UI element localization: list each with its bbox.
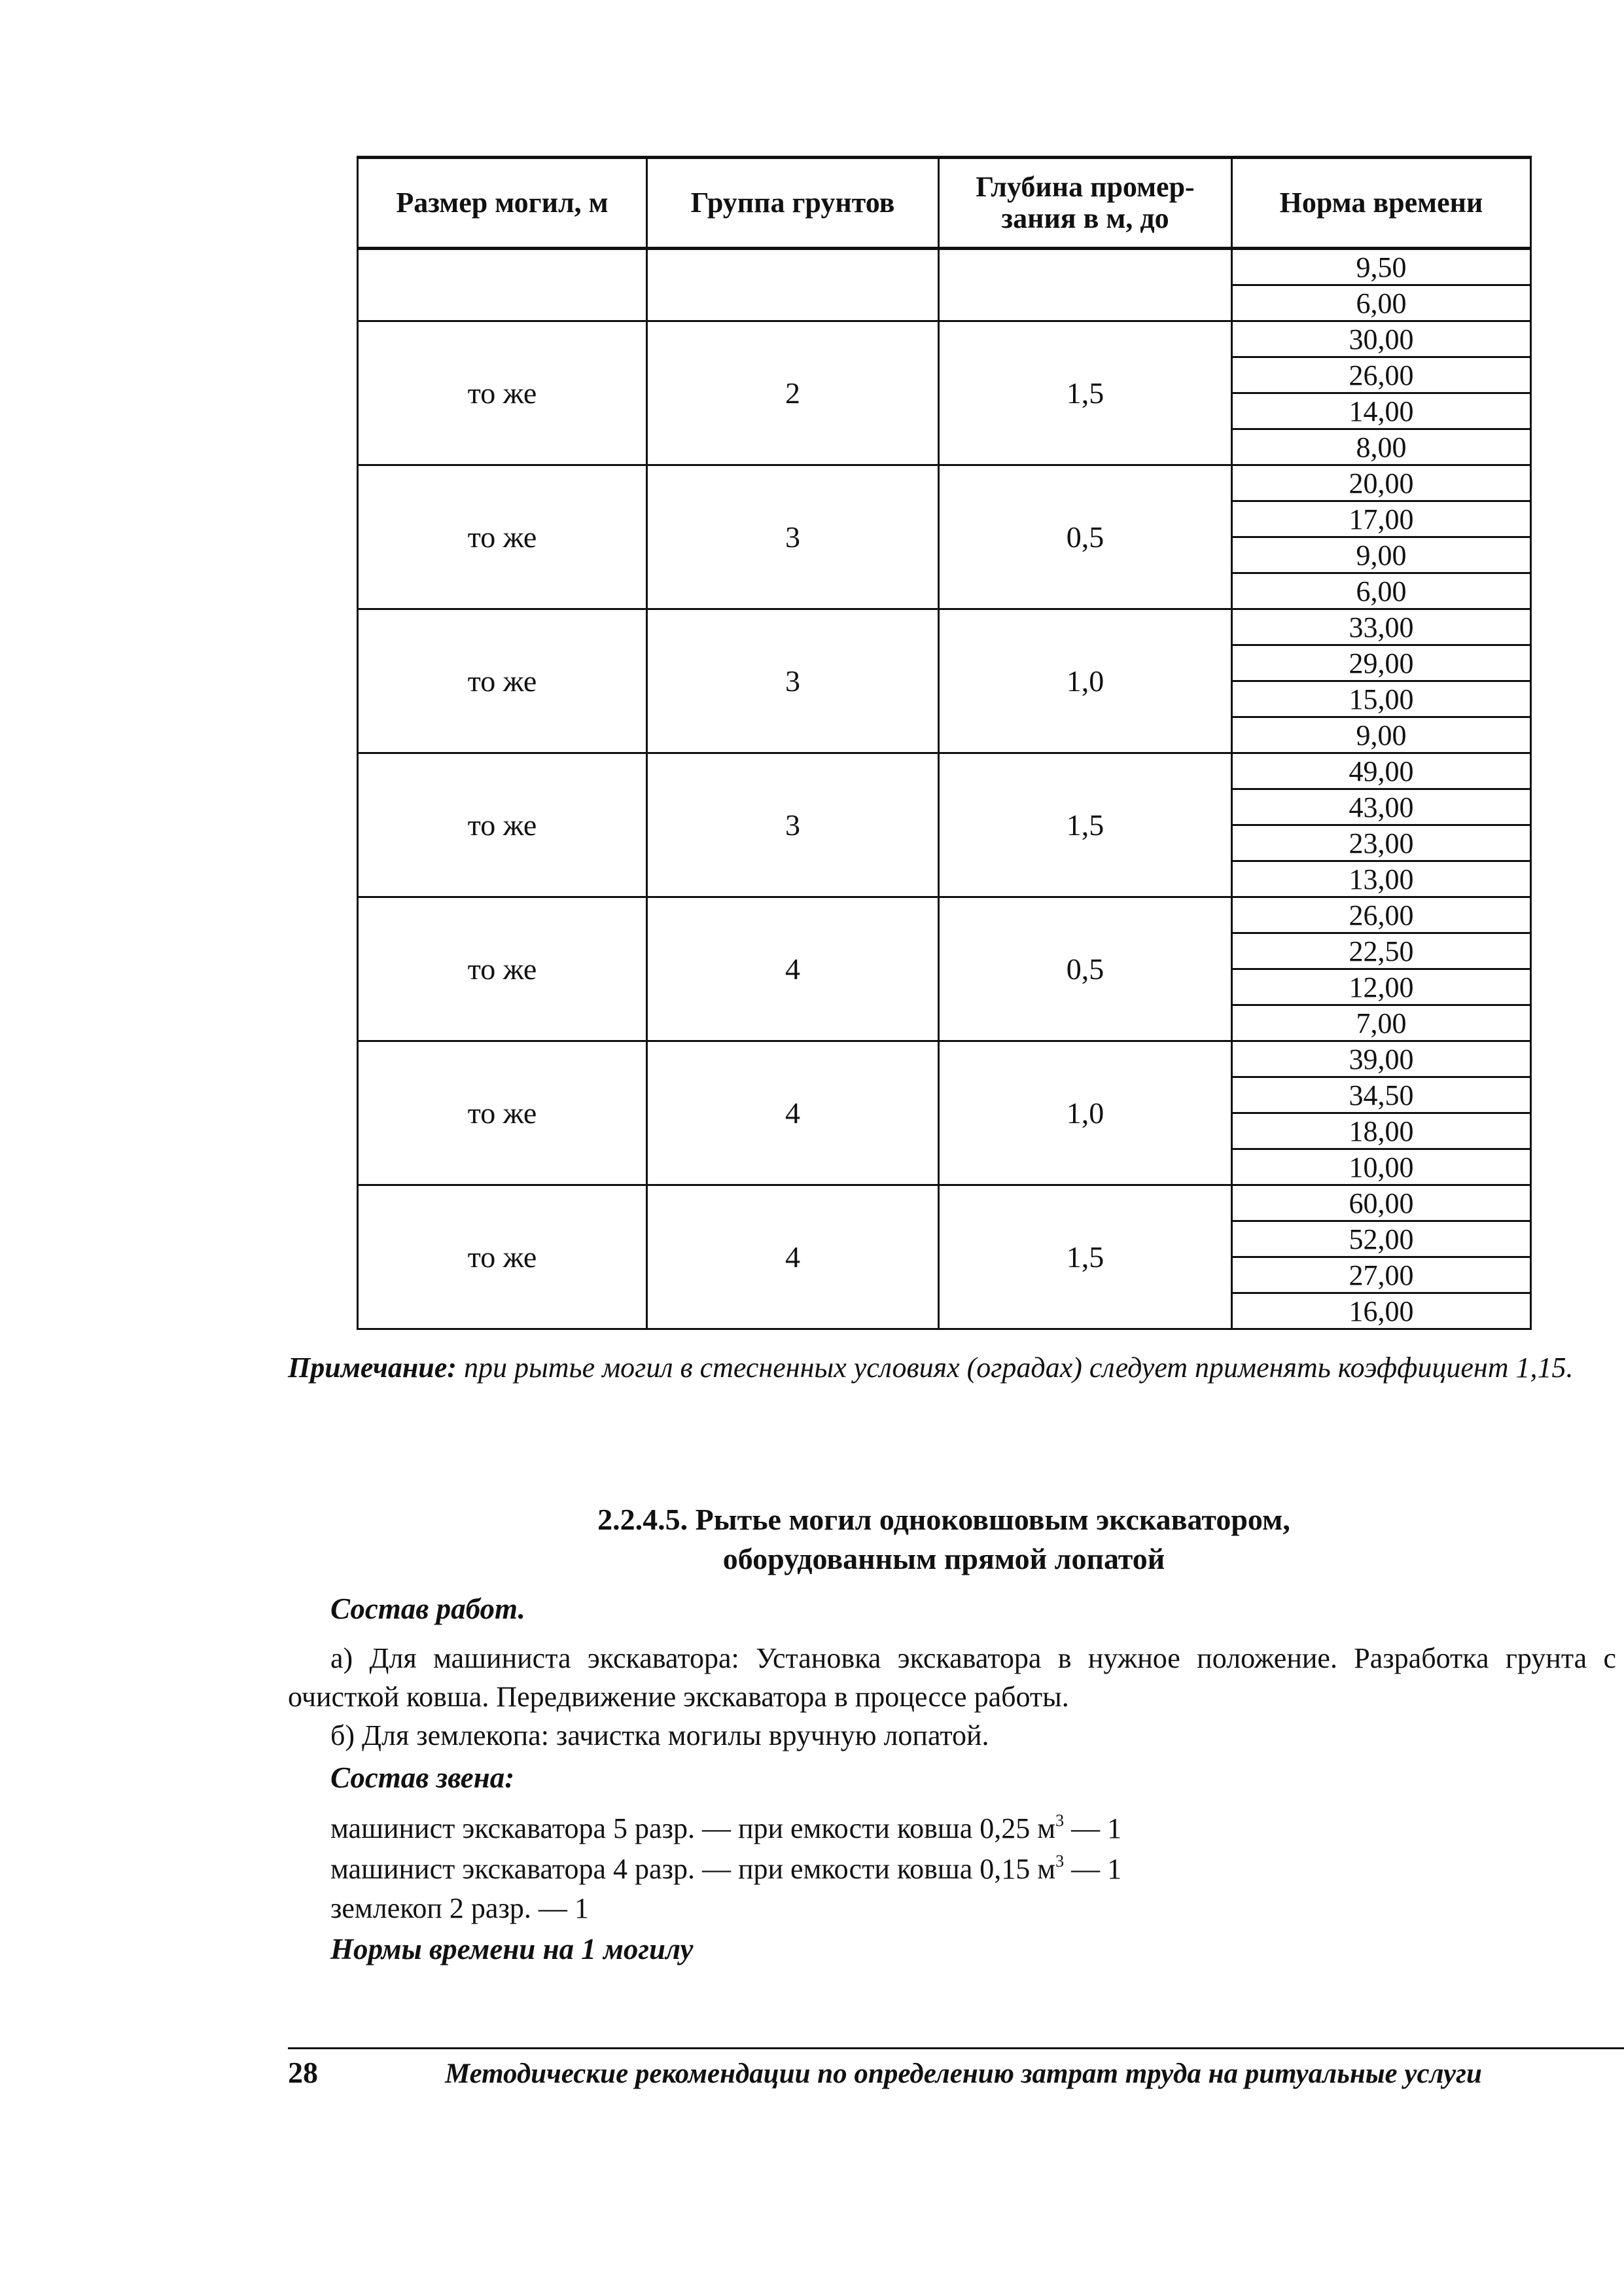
cell-depth-empty (939, 249, 1232, 321)
header-time-norm: Норма времени (1232, 158, 1531, 249)
crew-line-2-count: — 1 (1064, 1853, 1122, 1885)
header-soil-group: Группа грунтов (647, 158, 939, 249)
cell-size: то же (358, 1041, 647, 1185)
norm-value: 13,00 (1232, 861, 1531, 897)
cell-size: то же (358, 1185, 647, 1329)
table-row (358, 1185, 1531, 1221)
cell-depth: 0,5 (939, 897, 1232, 1041)
norm-value: 29,00 (1232, 645, 1531, 681)
cell-depth: 1,0 (939, 609, 1232, 753)
crew-line-1-sup: 3 (1055, 1811, 1065, 1830)
table-row (358, 1041, 1531, 1077)
page-number: 28 (288, 2056, 318, 2089)
norm-value: 34,50 (1232, 1077, 1531, 1113)
crew-line-1-count: — 1 (1064, 1812, 1122, 1844)
section-title-line-2: оборудованным прямой лопатой (722, 1541, 1165, 1575)
footer-divider (288, 2047, 1624, 2049)
norm-value: 27,00 (1232, 1257, 1531, 1293)
work-item-b: б) Для землекопа: зачистка могилы вручную лопатой. (330, 1719, 989, 1751)
table-note (288, 1348, 1616, 1387)
work-composition-heading: Состав работ. (330, 1592, 525, 1625)
norm-value: 39,00 (1232, 1041, 1531, 1077)
norm-value: 30,00 (1232, 321, 1531, 357)
cell-size: то же (358, 321, 647, 465)
cell-soil-group: 3 (647, 609, 939, 753)
cell-soil-group: 3 (647, 753, 939, 897)
norm-value: 9,00 (1232, 537, 1531, 573)
norm-value: 6,00 (1232, 285, 1531, 321)
work-item-a: а) Для машиниста экскаватора: Установка экскаватора в нужное положение. Разработка грунта с очисткой ковша. Передвижение экскаватора в процессе работы. (288, 1642, 1616, 1713)
table-body (358, 249, 1531, 1329)
cell-soil-group: 3 (647, 465, 939, 609)
norm-value: 12,00 (1232, 969, 1531, 1005)
norm-value: 14,00 (1232, 393, 1531, 429)
norm-value: 9,50 (1232, 249, 1531, 285)
cell-depth: 1,5 (939, 321, 1232, 465)
table-header-row (358, 158, 1531, 249)
norm-value: 9,00 (1232, 717, 1531, 753)
norm-value: 7,00 (1232, 1005, 1531, 1041)
cell-size: то же (358, 753, 647, 897)
table-row (358, 897, 1531, 933)
table-row (358, 465, 1531, 501)
section-title (357, 1500, 1531, 1579)
norm-value: 26,00 (1232, 897, 1531, 933)
cell-depth: 1,0 (939, 1041, 1232, 1185)
header-freeze-depth (939, 158, 1232, 249)
cell-soil-group-empty (647, 249, 939, 321)
norm-value: 16,00 (1232, 1293, 1531, 1329)
cell-size: то же (358, 897, 647, 1041)
table-row (358, 321, 1531, 357)
crew-line-1 (330, 1812, 1121, 1845)
cell-soil-group: 2 (647, 321, 939, 465)
norm-value: 49,00 (1232, 753, 1531, 789)
crew-heading: Состав звена: (330, 1761, 515, 1794)
header-grave-size: Размер могил, м (358, 158, 647, 249)
crew-line-1-text: машинист экскаватора 5 разр. — при емкости ковша 0,25 м (330, 1812, 1056, 1844)
norm-value: 52,00 (1232, 1221, 1531, 1257)
norm-value: 6,00 (1232, 573, 1531, 609)
norm-value: 15,00 (1232, 681, 1531, 717)
cell-size-empty (358, 249, 647, 321)
table-row (358, 249, 1531, 285)
section-title-line-1: 2.2.4.5. Рытье могил одноковшовым экскаватором, (597, 1503, 1290, 1536)
cell-size: то же (358, 465, 647, 609)
cell-soil-group: 4 (647, 897, 939, 1041)
norm-value: 33,00 (1232, 609, 1531, 645)
crew-line-2-sup: 3 (1055, 1852, 1065, 1871)
cell-soil-group: 4 (647, 1041, 939, 1185)
note-label: Примечание: (288, 1352, 457, 1384)
crew-line-2-text: машинист экскаватора 4 разр. — при емкости ковша 0,15 м (330, 1853, 1056, 1885)
crew-line-2 (330, 1852, 1121, 1886)
time-norms-table (357, 156, 1532, 1330)
table-row (358, 753, 1531, 789)
cell-depth: 1,5 (939, 753, 1232, 897)
cell-depth: 1,5 (939, 1185, 1232, 1329)
cell-size: то же (358, 609, 647, 753)
norm-value: 8,00 (1232, 429, 1531, 465)
norm-value: 23,00 (1232, 825, 1531, 861)
norm-value: 60,00 (1232, 1185, 1531, 1221)
norms-heading: Нормы времени на 1 могилу (330, 1933, 694, 1965)
header-freeze-depth-text: Глубина промер-зания в м, до (976, 170, 1195, 234)
norm-value: 17,00 (1232, 501, 1531, 537)
norm-value: 10,00 (1232, 1149, 1531, 1185)
norm-value: 26,00 (1232, 357, 1531, 393)
footer-title: Методические рекомендации по определению затрат труда на ритуальные услуги (445, 2058, 1482, 2089)
norm-value: 18,00 (1232, 1113, 1531, 1149)
norm-value: 43,00 (1232, 789, 1531, 825)
cell-depth: 0,5 (939, 465, 1232, 609)
norm-value: 20,00 (1232, 465, 1531, 501)
table-row (358, 609, 1531, 645)
note-text: при рытье могил в стесненных условиях (оградах) следует применять коэффициент 1,15. (456, 1352, 1574, 1384)
norm-value: 22,50 (1232, 933, 1531, 969)
cell-soil-group: 4 (647, 1185, 939, 1329)
crew-line-3: землекоп 2 разр. — 1 (330, 1892, 589, 1924)
